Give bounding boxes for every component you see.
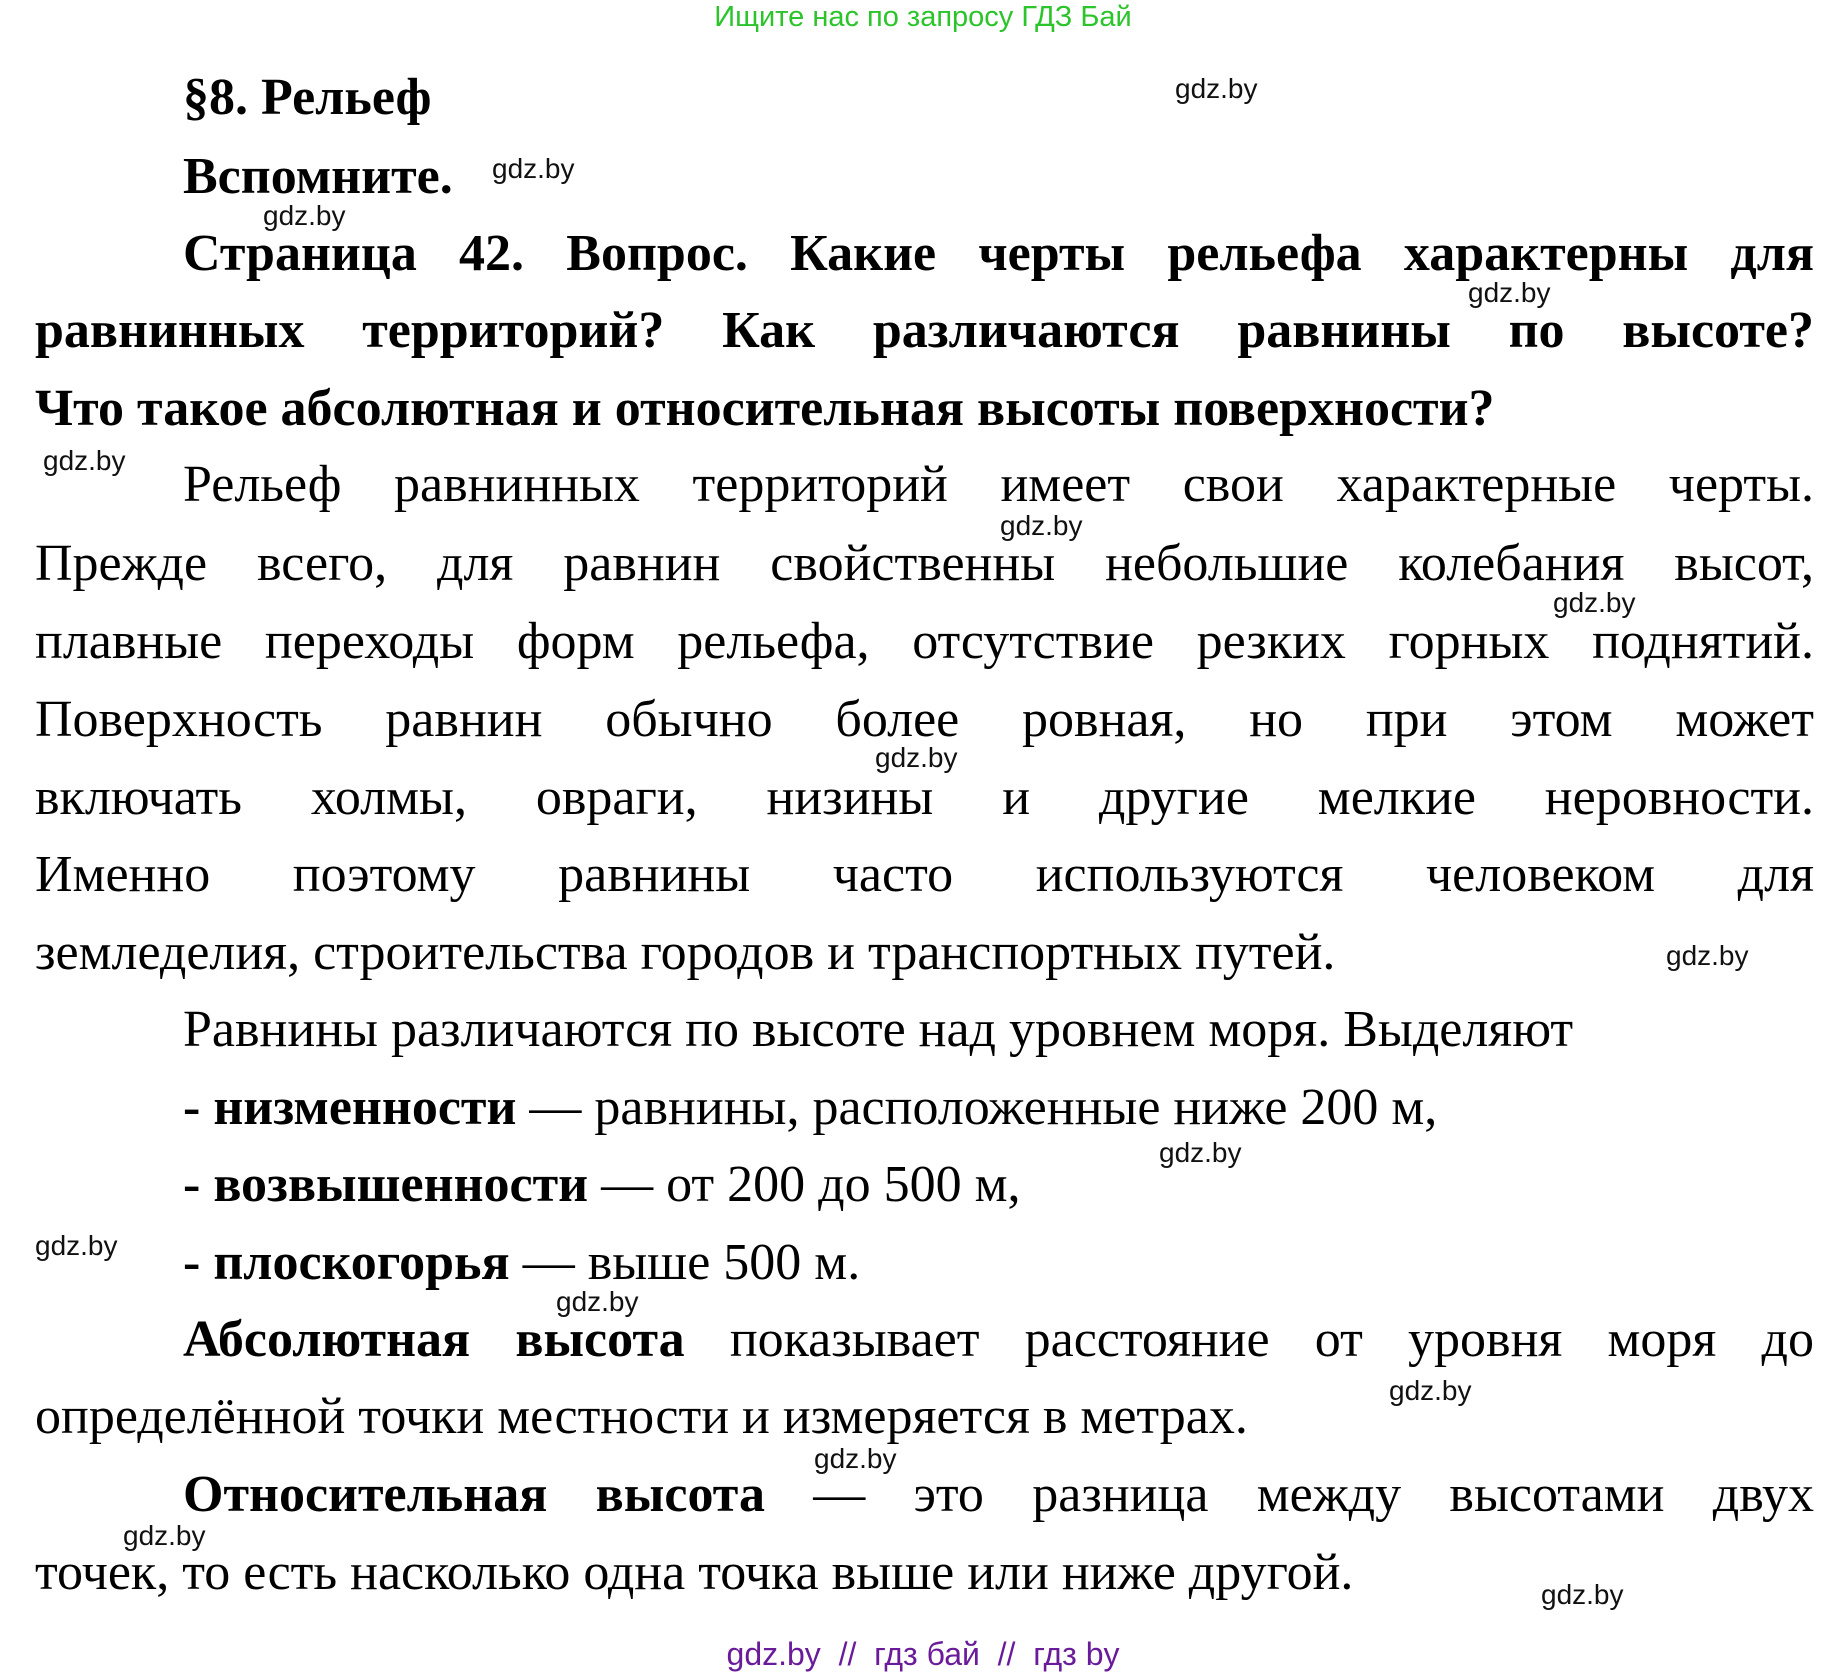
answer-line: земледелия, строительства городов и транспортных путей.: [35, 924, 1336, 981]
search-hint-header: Ищите нас по запросу ГДЗ Бай: [714, 1, 1132, 33]
question-line: равнинных территорий? Как различаются равнины по высоте?: [35, 302, 1814, 359]
answer-line: включать холмы, овраги, низины и другие мелкие неровности.: [35, 769, 1814, 826]
watermark: gdz.by: [43, 445, 126, 476]
question-line: Что такое абсолютная и относительная высоты поверхности?: [35, 380, 1495, 437]
relative-height-line: [183, 1460, 1814, 1530]
watermark: gdz.by: [1553, 587, 1636, 618]
list-term: - низменности: [183, 1079, 517, 1136]
watermark: gdz.by: [1389, 1375, 1472, 1406]
answer-line: Именно поэтому равнины часто используются человеком для: [35, 846, 1814, 903]
definition-text: показывает расстояние от уровня моря до: [684, 1311, 1814, 1368]
watermark: gdz.by: [814, 1443, 897, 1474]
watermark: gdz.by: [492, 153, 575, 184]
watermark: gdz.by: [263, 200, 346, 231]
list-term: - плоскогорья: [183, 1234, 510, 1291]
watermark: gdz.by: [556, 1286, 639, 1317]
watermark: gdz.by: [123, 1520, 206, 1551]
list-desc: — от 200 до 500 м,: [588, 1156, 1021, 1213]
footer-links: gdz.by // гдз бай // гдз by: [726, 1636, 1120, 1672]
watermark: gdz.by: [875, 742, 958, 773]
answer-line: плавные переходы форм рельефа, отсутствие резких горных поднятий.: [35, 613, 1814, 670]
answer-line: определённой точки местности и измеряется в метрах.: [35, 1388, 1248, 1445]
list-item: [183, 1073, 1814, 1143]
absolute-height-line: [183, 1305, 1814, 1375]
watermark: gdz.by: [1175, 73, 1258, 104]
term-relative-height: Относительная высота: [183, 1466, 765, 1523]
answer-line: Поверхность равнин обычно более ровная, но при этом может: [35, 691, 1814, 748]
watermark: gdz.by: [1159, 1137, 1242, 1168]
answer-line: Рельеф равнинных территорий имеет свои характерные черты.: [183, 456, 1814, 513]
watermark: gdz.by: [35, 1230, 118, 1261]
subtitle: Вспомните.: [183, 148, 453, 205]
question-line: Страница 42. Вопрос. Какие черты рельефа характерны для: [183, 225, 1814, 282]
term-absolute-height: Абсолютная высота: [183, 1311, 685, 1368]
list-term: - возвышенности: [183, 1156, 589, 1213]
section-title: §8. Рельеф: [183, 69, 432, 126]
answer-line: Равнины различаются по высоте над уровнем моря. Выделяют: [183, 1001, 1574, 1058]
list-item: [183, 1228, 1814, 1298]
answer-line: точек, то есть насколько одна точка выше или ниже другой.: [35, 1544, 1354, 1601]
list-desc: — равнины, расположенные ниже 200 м,: [516, 1079, 1438, 1136]
definition-text: — это разница между высотами двух: [764, 1466, 1814, 1523]
list-item: [183, 1150, 1814, 1220]
watermark: gdz.by: [1000, 510, 1083, 541]
list-desc: — выше 500 м.: [509, 1234, 861, 1291]
watermark: gdz.by: [1468, 277, 1551, 308]
watermark: gdz.by: [1541, 1579, 1624, 1610]
answer-line: Прежде всего, для равнин свойственны небольшие колебания высот,: [35, 535, 1814, 592]
watermark: gdz.by: [1666, 940, 1749, 971]
